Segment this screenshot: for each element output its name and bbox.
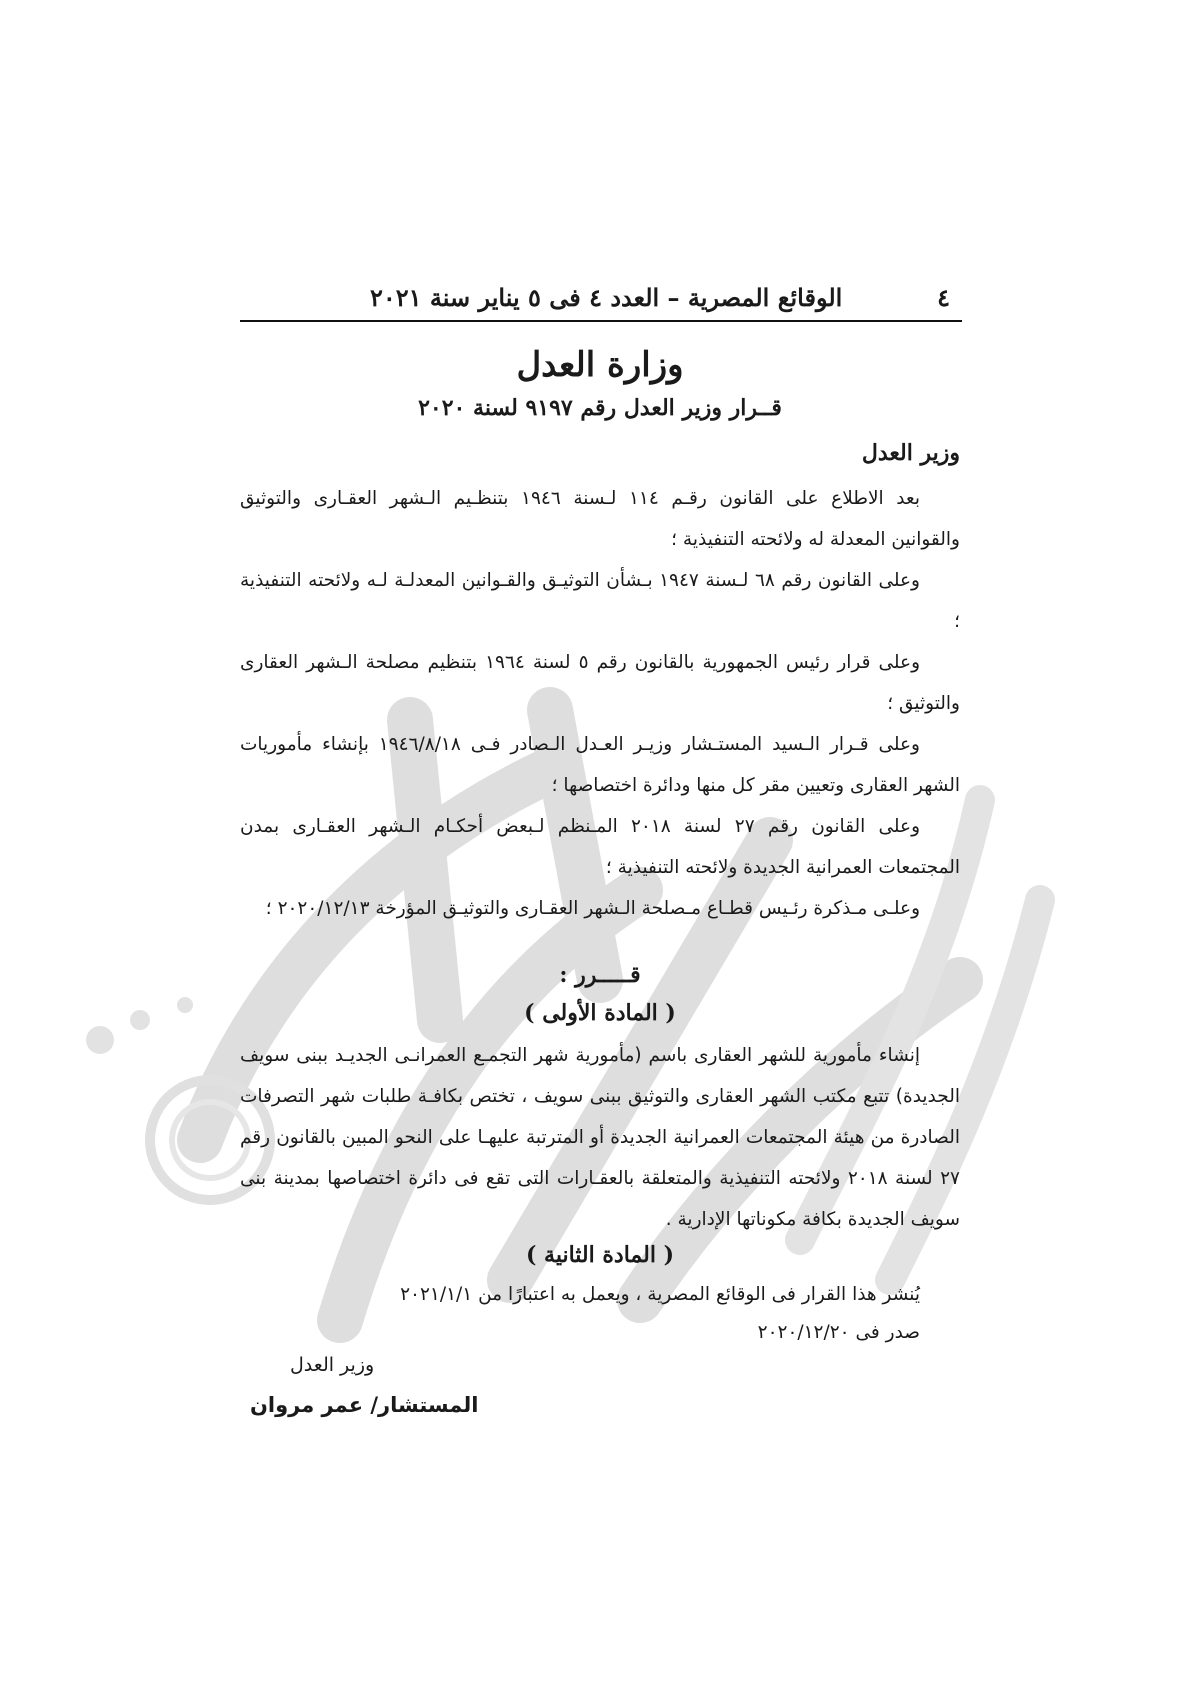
decree-title: قــرار وزير العدل رقم ٩١٩٧ لسنة ٢٠٢٠ <box>418 395 782 421</box>
page-number: ٤ <box>937 283 950 312</box>
decides-heading: قـــــرر : <box>559 962 641 988</box>
signature-title: وزير العدل <box>290 1354 375 1376</box>
preamble-paragraph: وعلى قرار رئيس الجمهورية بالقانون رقم ٥ لسنة ١٩٦٤ بتنظيم مصلحة الـشهر العقارى والتوثيق ؛ <box>240 652 960 714</box>
running-header <box>240 272 960 312</box>
article-1-text: إنشاء مأمورية للشهر العقارى باسم (مأمورية شهر التجمـع العمرانـى الجديـد ببنى سويف الجديدة) تتبع مكتب الشهر العقارى والتوثيق ببنى سويف ، تختص بكافـة طلبات شهر التصرفات الصادرة من هيئة المجتمعات العمرانية الجديدة أو المترتبة عليهـا على النحو المبين بالقانون رقم ٢٧ لسنة ٢٠١٨ ولائحته التنفيذية والمتعلقة بالعقـارات التى تقع فى دائرة اختصاصها بمدينة بنى سويف الجديدة بكافة مكوناتها الإدارية . <box>240 1045 960 1230</box>
issuer-heading: وزير العدل <box>861 440 960 466</box>
article-2-heading: ( المادة الثانية ) <box>525 1242 675 1268</box>
article-1-body <box>240 1035 960 1240</box>
preamble-paragraph: وعلى قـرار الـسيد المستـشار وزيـر العـدل الـصادر فـى ١٩٤٦/٨/١٨ بإنشاء مأموريات الشهر العقارى وتعيين مقر كل منها ودائرة اختصاصها ؛ <box>240 734 960 796</box>
article-2-body <box>240 1276 960 1352</box>
preamble-paragraph: وعلى القانون رقم ٦٨ لـسنة ١٩٤٧ بـشأن التوثيـق والقـوانين المعدلـة لـه ولائحته التنفيذية ؛ <box>240 570 960 632</box>
article-1-heading: ( المادة الأولى ) <box>524 1000 676 1026</box>
issue-date: صدر فى ٢٠٢٠/١٢/٢٠ <box>757 1322 920 1343</box>
preamble <box>240 478 960 929</box>
preamble-paragraph: وعلـى مـذكرة رئـيس قطـاع مـصلحة الـشهر العقـارى والتوثيـق المؤرخة ٢٠٢٠/١٢/١٣ ؛ <box>265 898 920 919</box>
signature-name: المستشار/ عمر مروان <box>250 1393 479 1417</box>
header-divider <box>240 320 962 322</box>
gazette-issue-title: الوقائع المصرية – العدد ٤ فى ٥ يناير سنة ٢٠٢١ <box>370 283 843 312</box>
preamble-paragraph: بعد الاطلاع على القانون رقـم ١١٤ لـسنة ١٩٤٦ بتنظـيم الـشهر العقـارى والتوثيق والقوانين المعدلة له ولائحته التنفيذية ؛ <box>240 488 960 550</box>
preamble-paragraph: وعلى القانون رقم ٢٧ لسنة ٢٠١٨ المـنظم لـبعض أحكـام الـشهر العقـارى بمدن المجتمعات العمرانية الجديدة ولائحته التنفيذية ؛ <box>240 816 960 878</box>
article-2-text: يُنشر هذا القرار فى الوقائع المصرية ، ويعمل به اعتبارًا من ٢٠٢١/١/١ <box>400 1284 920 1305</box>
ministry-title: وزارة العدل <box>516 345 684 385</box>
